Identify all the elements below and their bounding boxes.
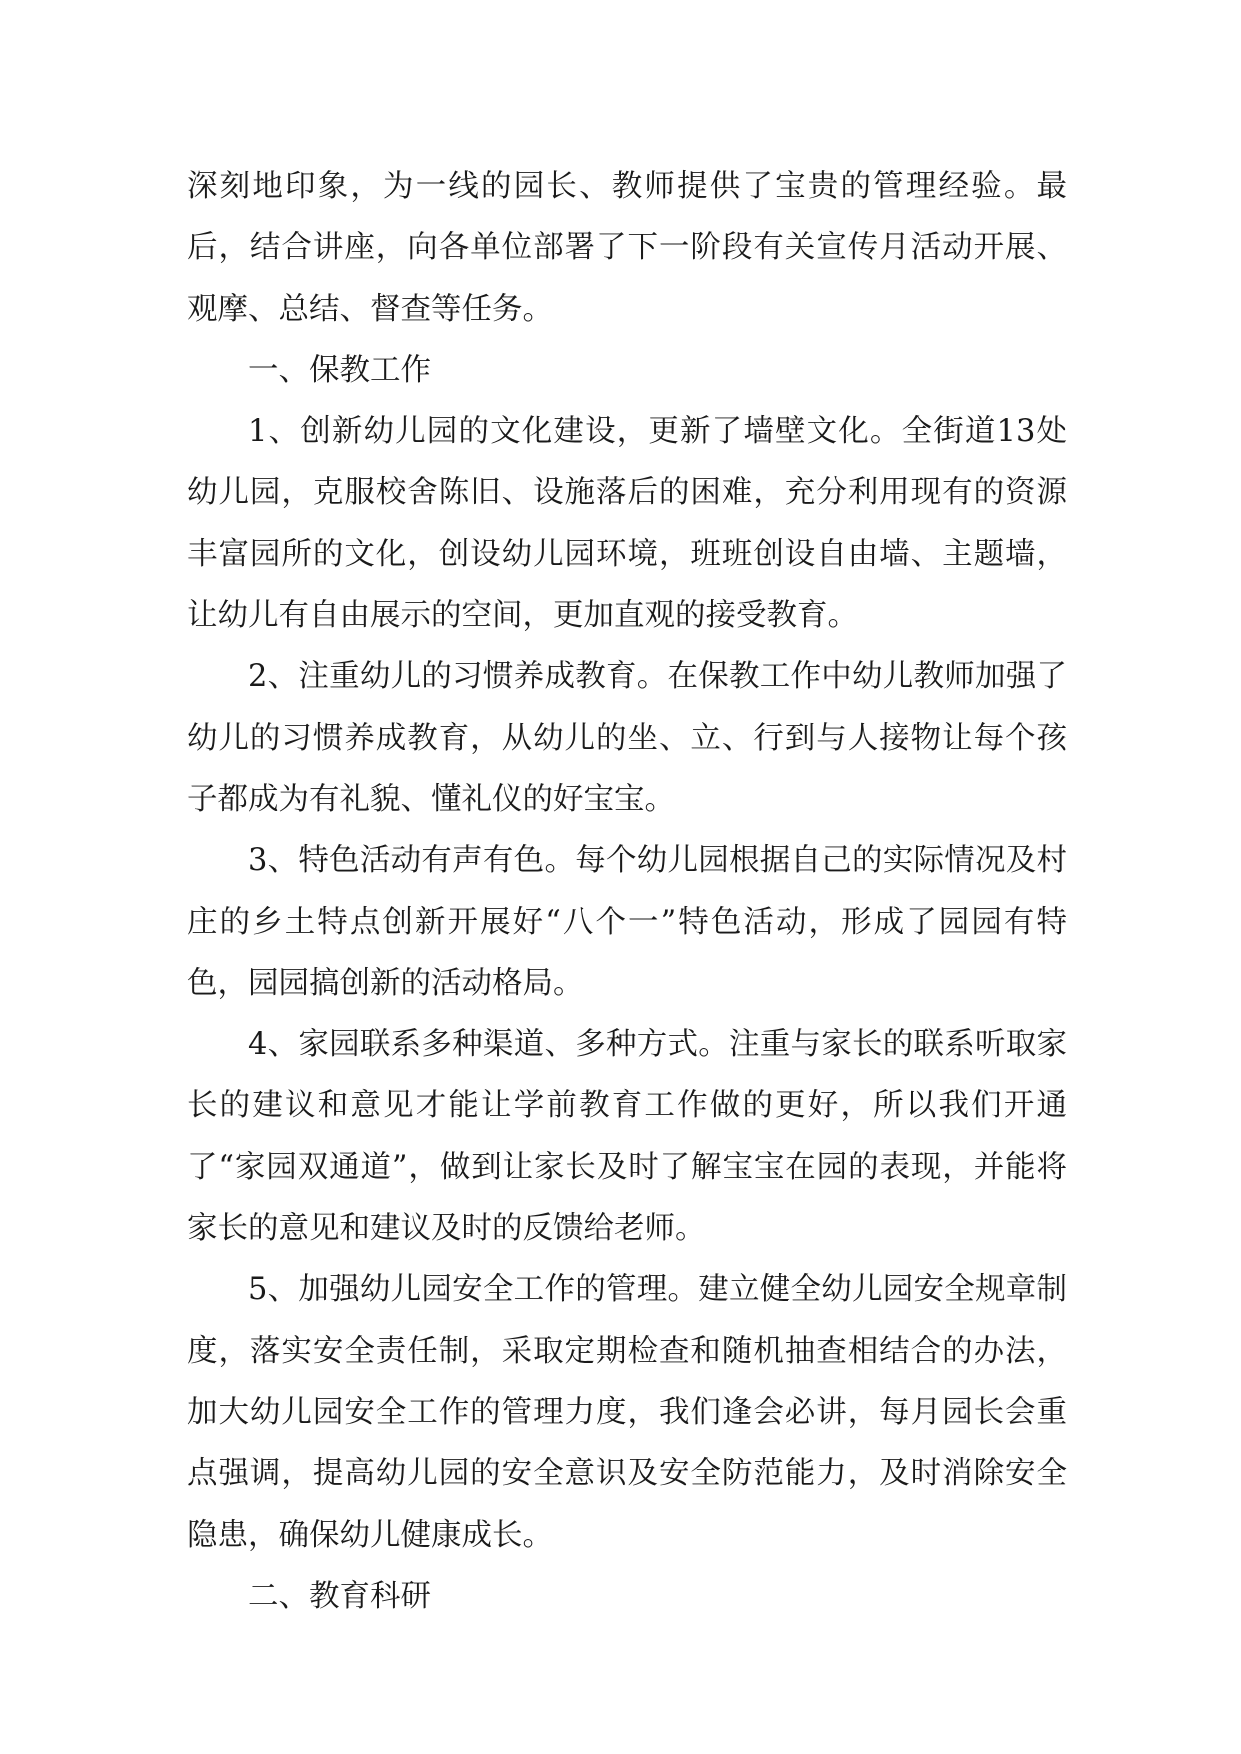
section-heading-childcare-education: 一、保教工作 — [248, 352, 431, 388]
paragraph-item-3: 3、特色活动有声有色。每个幼儿园根据自己的实际情况及村庄的乡土特点创新开展好“八个一”特色活动，形成了园园有特色，园园搞创新的活动格局。 — [187, 843, 1067, 1001]
paragraph-item-2: 2、注重幼儿的习惯养成教育。在保教工作中幼儿教师加强了幼儿的习惯养成教育，从幼儿的坐、立、行到与人接物让每个孩子都成为有礼貌、懂礼仪的好宝宝。 — [187, 659, 1067, 817]
section-heading-education-research: 二、教育科研 — [248, 1578, 431, 1614]
paragraph-item-4: 4、家园联系多种渠道、多种方式。注重与家长的联系听取家长的建议和意见才能让学前教育工作做的更好，所以我们开通了“家园双通道”，做到让家长及时了解宝宝在园的表现，并能将家长的意见和建议及时的反馈给老师。 — [187, 1027, 1067, 1247]
document-body — [187, 156, 1067, 1627]
paragraph-item-5: 5、加强幼儿园安全工作的管理。建立健全幼儿园安全规章制度，落实安全责任制，采取定期检查和随机抽查相结合的办法，加大幼儿园安全工作的管理力度，我们逢会必讲，每月园长会重点强调，提高幼儿园的安全意识及安全防范能力，及时消除安全隐患，确保幼儿健康成长。 — [187, 1272, 1067, 1553]
paragraph-intro-continuation: 深刻地印象，为一线的园长、教师提供了宝贵的管理经验。最后，结合讲座，向各单位部署了下一阶段有关宣传月活动开展、观摩、总结、督查等任务。 — [187, 169, 1067, 327]
paragraph-item-1: 1、创新幼儿园的文化建设，更新了墙壁文化。全街道13处幼儿园，克服校舍陈旧、设施落后的困难，充分利用现有的资源丰富园所的文化，创设幼儿园环境，班班创设自由墙、主题墙，让幼儿有自由展示的空间，更加直观的接受教育。 — [187, 414, 1067, 634]
